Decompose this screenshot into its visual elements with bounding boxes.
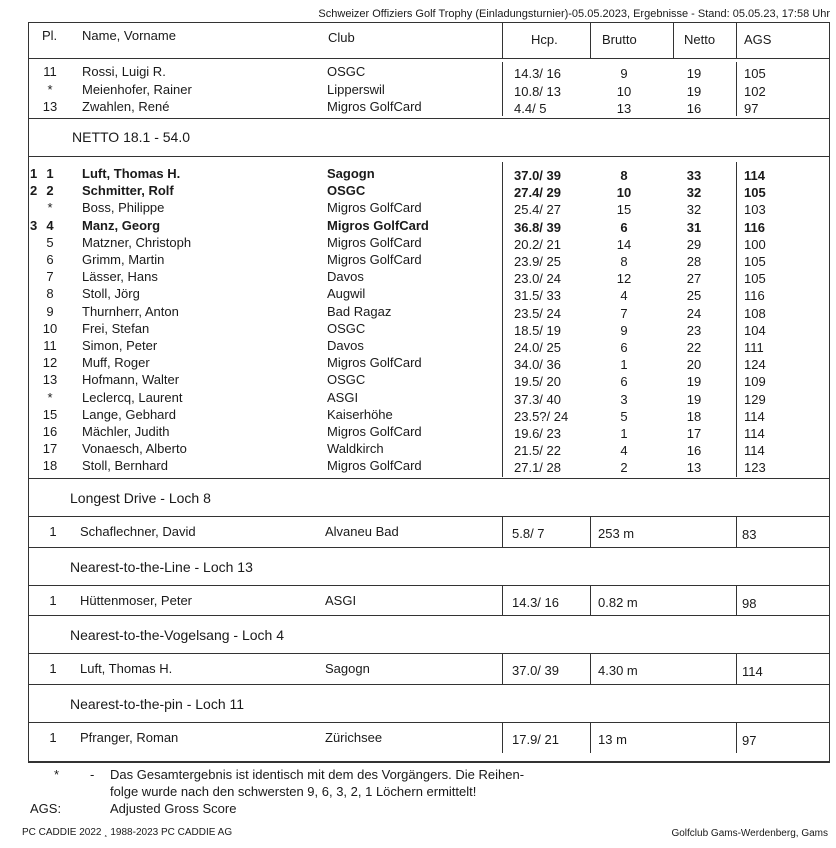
club-cell: Bad Ragaz	[327, 303, 392, 319]
hcp-cell: 37.0/ 39	[514, 168, 561, 183]
col-divider	[736, 722, 737, 753]
row-divider	[28, 762, 830, 763]
ags-cell: 114	[744, 443, 765, 459]
note-star-text-1: Das Gesamtergebnis ist identisch mit dem des Vorgängers. Die Reihen-	[110, 767, 525, 782]
hcp-cell: 10.8/ 13	[514, 83, 561, 99]
name-cell: Vonaesch, Alberto	[82, 441, 187, 457]
place-cell: 16	[42, 424, 58, 439]
col-divider	[502, 516, 503, 547]
hcp-cell: 24.0/ 25	[514, 340, 561, 355]
rank-cell: 2	[30, 183, 38, 199]
name-cell: Schaflechner, David	[80, 524, 196, 539]
hcp-cell: 23.9/ 25	[514, 254, 561, 269]
brutto-cell: 9	[620, 66, 628, 81]
brutto-cell: 10	[616, 83, 632, 99]
brutto-cell: 3	[620, 391, 628, 407]
hcp-cell: 14.3/ 16	[514, 66, 561, 81]
brutto-cell: 9	[620, 322, 628, 338]
brutto-cell: 8	[620, 168, 628, 183]
place-cell: 13	[42, 372, 58, 388]
club-cell: OSGC	[327, 372, 366, 388]
name-cell: Luft, Thomas H.	[82, 166, 181, 181]
club-cell: Migros GolfCard	[327, 200, 422, 216]
col-divider	[502, 722, 503, 753]
club-cell: Waldkirch	[327, 441, 384, 457]
row-divider	[28, 585, 830, 586]
result-cell: 0.82 m	[598, 595, 638, 610]
header-hcp: Hcp.	[531, 32, 558, 47]
name-cell: Lange, Gebhard	[82, 406, 176, 422]
brutto-cell: 15	[616, 202, 632, 218]
ags-cell: 105	[744, 66, 766, 81]
name-cell: Grimm, Martin	[82, 252, 165, 267]
row-divider	[28, 547, 830, 548]
hcp-cell: 19.5/ 20	[514, 374, 561, 390]
header-club: Club	[328, 30, 355, 45]
club-cell: Migros GolfCard	[327, 458, 422, 474]
name-cell: Matzner, Christoph	[82, 234, 192, 250]
name-cell: Schmitter, Rolf	[82, 183, 174, 199]
col-divider	[502, 162, 503, 477]
header-brutto: Brutto	[602, 32, 637, 47]
hcp-cell: 23.0/ 24	[514, 271, 561, 287]
name-cell: Stoll, Bernhard	[82, 458, 168, 474]
name-cell: Thurnherr, Anton	[82, 303, 179, 319]
netto-cell: 32	[686, 202, 702, 218]
hcp-cell: 14.3/ 16	[512, 595, 559, 610]
club-cell: Zürichsee	[325, 730, 383, 745]
col-divider	[736, 516, 737, 547]
col-divider	[736, 22, 737, 58]
ags-cell: 114	[744, 426, 765, 441]
name-cell: Hofmann, Walter	[82, 372, 180, 388]
place-cell: 5	[46, 234, 54, 250]
place-cell: 13	[42, 99, 58, 114]
hcp-cell: 18.5/ 19	[514, 322, 561, 338]
rank-cell: 3	[30, 217, 38, 233]
place-cell: 12	[42, 355, 58, 371]
ags-cell: 123	[744, 460, 766, 476]
ags-cell: 105	[744, 271, 766, 287]
ags-cell: 111	[744, 340, 764, 355]
place-cell: 1	[49, 524, 57, 539]
ags-cell: 109	[744, 374, 766, 390]
col-divider	[590, 653, 591, 684]
brutto-cell: 2	[620, 460, 628, 476]
club-cell: Sagogn	[325, 661, 370, 676]
ags-cell: 102	[744, 83, 766, 99]
result-cell: 253 m	[598, 526, 635, 541]
netto-cell: 13	[686, 460, 702, 476]
ags-cell: 129	[744, 391, 766, 407]
hcp-cell: 34.0/ 36	[514, 357, 561, 373]
brutto-cell: 1	[620, 357, 628, 373]
netto-cell: 24	[686, 305, 702, 321]
hcp-cell: 23.5/ 24	[514, 305, 561, 321]
col-divider	[502, 653, 503, 684]
place-cell: 1	[49, 730, 57, 745]
brutto-cell: 4	[620, 288, 628, 304]
netto-cell: 32	[686, 185, 702, 201]
row-divider	[28, 653, 830, 654]
section-title-netto: NETTO 18.1 - 54.0	[72, 129, 191, 145]
club-cell: OSGC	[327, 320, 366, 336]
netto-cell: 17	[686, 426, 702, 441]
ags-cell: 114	[742, 664, 763, 679]
name-cell: Leclercq, Laurent	[82, 389, 183, 405]
hcp-cell: 27.1/ 28	[514, 460, 561, 476]
hcp-cell: 21.5/ 22	[514, 443, 561, 459]
netto-cell: 25	[686, 288, 702, 304]
row-divider	[28, 722, 830, 723]
place-cell: 1	[49, 661, 57, 676]
ags-cell: 105	[744, 185, 766, 201]
netto-cell: 28	[686, 254, 702, 269]
ags-cell: 116	[744, 288, 765, 304]
row-divider	[28, 615, 830, 616]
place-cell: 15	[42, 406, 58, 422]
footer-club: Golfclub Gams-Werdenberg, Gams	[671, 828, 828, 839]
club-cell: Augwil	[327, 286, 366, 302]
place-cell: 8	[46, 286, 54, 302]
brutto-cell: 10	[616, 185, 632, 201]
hcp-cell: 27.4/ 29	[514, 185, 561, 201]
document-header: Schweizer Offiziers Golf Trophy (Einladungsturnier)-05.05.2023, Ergebnisse - Stand: 05.05.23, 17:58 Uhr	[318, 8, 830, 20]
club-cell: OSGC	[327, 64, 366, 79]
club-cell: Migros GolfCard	[327, 252, 422, 267]
ags-cell: 103	[744, 202, 766, 218]
ags-cell: 100	[744, 236, 766, 252]
rank-cell: 1	[30, 166, 38, 181]
hcp-cell: 20.2/ 21	[514, 236, 561, 252]
col-divider	[590, 585, 591, 616]
note-ags-text: Adjusted Gross Score	[110, 801, 237, 816]
name-cell: Muff, Roger	[82, 355, 150, 371]
netto-cell: 19	[686, 374, 702, 390]
col-divider	[590, 722, 591, 753]
name-cell: Luft, Thomas H.	[80, 661, 173, 676]
ags-cell: 114	[744, 408, 765, 424]
brutto-cell: 6	[620, 374, 628, 390]
ags-cell: 97	[744, 101, 759, 116]
name-cell: Lässer, Hans	[82, 269, 158, 285]
name-cell: Meienhofer, Rainer	[82, 81, 192, 97]
place-cell: 17	[42, 441, 58, 457]
netto-cell: 31	[686, 219, 702, 235]
place-cell: 1	[49, 593, 57, 608]
place-cell: *	[47, 389, 53, 405]
row-divider	[28, 478, 830, 479]
place-cell: 2	[46, 183, 54, 199]
result-cell: 4.30 m	[598, 663, 638, 678]
row-divider	[28, 118, 830, 119]
hcp-cell: 4.4/ 5	[514, 101, 547, 116]
club-cell: Migros GolfCard	[327, 217, 429, 233]
place-cell: 1	[46, 166, 54, 181]
place-cell: *	[47, 81, 53, 97]
brutto-cell: 7	[620, 305, 628, 321]
club-cell: Davos	[327, 338, 364, 353]
row-divider	[28, 516, 830, 517]
name-cell: Stoll, Jörg	[82, 286, 140, 302]
club-cell: ASGI	[327, 389, 359, 405]
name-cell: Zwahlen, René	[82, 99, 170, 114]
special-title: Nearest-to-the-pin - Loch 11	[70, 696, 245, 712]
place-cell: 11	[43, 64, 57, 79]
club-cell: OSGC	[327, 183, 366, 199]
col-divider	[736, 62, 737, 116]
footer-software: PC CADDIE 2022 ¸ 1988-2023 PC CADDIE AG	[22, 827, 233, 838]
netto-cell: 18	[686, 408, 702, 424]
brutto-cell: 5	[620, 408, 628, 424]
place-cell: 10	[42, 320, 58, 336]
place-cell: 6	[46, 252, 54, 267]
brutto-cell: 6	[620, 219, 628, 235]
header-name: Name, Vorname	[82, 28, 176, 43]
col-divider	[736, 585, 737, 616]
name-cell: Simon, Peter	[82, 338, 158, 353]
ags-cell: 114	[744, 168, 765, 183]
ags-cell: 116	[744, 219, 765, 235]
brutto-cell: 4	[620, 443, 628, 459]
ags-cell: 83	[742, 527, 757, 542]
special-title: Longest Drive - Loch 8	[70, 490, 211, 506]
club-cell: Lipperswil	[327, 81, 385, 97]
place-cell: 4	[46, 217, 54, 233]
netto-cell: 20	[686, 357, 702, 373]
header-pl: Pl.	[42, 28, 58, 43]
netto-cell: 33	[686, 168, 702, 183]
name-cell: Hüttenmoser, Peter	[80, 593, 192, 608]
row-divider	[28, 58, 830, 59]
name-cell: Boss, Philippe	[82, 200, 165, 216]
ags-cell: 124	[744, 357, 766, 373]
row-divider	[28, 156, 830, 157]
name-cell: Pfranger, Roman	[80, 730, 179, 745]
ags-cell: 104	[744, 322, 766, 338]
name-cell: Mächler, Judith	[82, 424, 170, 439]
note-star-text-2: folge wurde nach den schwersten 9, 6, 3, 2, 1 Löchern ermittelt!	[110, 784, 477, 799]
club-cell: ASGI	[325, 593, 357, 608]
col-divider	[736, 653, 737, 684]
name-cell: Frei, Stefan	[82, 320, 150, 336]
ags-cell: 98	[742, 596, 757, 611]
club-cell: Kaiserhöhe	[327, 406, 393, 422]
club-cell: Migros GolfCard	[327, 424, 422, 439]
brutto-cell: 6	[620, 340, 628, 355]
name-cell: Manz, Georg	[82, 217, 161, 233]
brutto-cell: 12	[616, 271, 632, 287]
netto-cell: 19	[686, 391, 702, 407]
row-divider	[28, 684, 830, 685]
brutto-cell: 1	[620, 426, 628, 441]
hcp-cell: 17.9/ 21	[512, 732, 559, 747]
netto-cell: 19	[686, 83, 702, 99]
netto-cell: 27	[686, 271, 702, 287]
hcp-cell: 36.8/ 39	[514, 219, 561, 235]
ags-cell: 97	[742, 733, 757, 748]
club-cell: Davos	[327, 269, 364, 285]
hcp-cell: 37.3/ 40	[514, 391, 561, 407]
netto-cell: 29	[686, 236, 702, 252]
netto-cell: 16	[686, 443, 702, 459]
brutto-cell: 8	[620, 254, 628, 269]
col-divider	[673, 22, 674, 58]
hcp-cell: 19.6/ 23	[514, 426, 561, 441]
club-cell: Migros GolfCard	[327, 234, 422, 250]
netto-cell: 19	[686, 66, 702, 81]
special-title: Nearest-to-the-Vogelsang - Loch 4	[70, 627, 285, 643]
col-divider	[590, 22, 591, 58]
col-divider	[502, 22, 503, 58]
hcp-cell: 37.0/ 39	[512, 663, 559, 678]
hcp-cell: 23.5?/ 24	[514, 408, 569, 424]
note-dash: -	[90, 767, 95, 782]
hcp-cell: 25.4/ 27	[514, 202, 561, 218]
netto-cell: 22	[686, 340, 702, 355]
place-cell: *	[47, 200, 53, 216]
col-divider	[502, 585, 503, 616]
place-cell: 7	[46, 269, 54, 285]
place-cell: 9	[46, 303, 54, 319]
name-cell: Rossi, Luigi R.	[82, 64, 166, 79]
hcp-cell: 31.5/ 33	[514, 288, 561, 304]
brutto-cell: 14	[616, 236, 632, 252]
header-ags: AGS	[744, 32, 772, 47]
place-cell: 18	[42, 458, 58, 474]
club-cell: Alvaneu Bad	[325, 524, 399, 539]
place-cell: 11	[43, 338, 57, 353]
col-divider	[590, 516, 591, 547]
special-title: Nearest-to-the-Line - Loch 13	[70, 559, 253, 575]
brutto-cell: 13	[616, 101, 632, 116]
ags-cell: 108	[744, 305, 766, 321]
col-divider	[736, 162, 737, 477]
hcp-cell: 5.8/ 7	[512, 526, 545, 541]
club-cell: Migros GolfCard	[327, 99, 422, 114]
note-ags-label: AGS:	[30, 801, 62, 816]
club-cell: Sagogn	[327, 166, 375, 181]
netto-cell: 16	[686, 101, 702, 116]
netto-cell: 23	[686, 322, 702, 338]
club-cell: Migros GolfCard	[327, 355, 422, 371]
col-divider	[502, 62, 503, 116]
header-netto: Netto	[684, 32, 716, 47]
note-star-symbol: *	[54, 767, 60, 782]
ags-cell: 105	[744, 254, 766, 269]
result-cell: 13 m	[598, 732, 627, 747]
